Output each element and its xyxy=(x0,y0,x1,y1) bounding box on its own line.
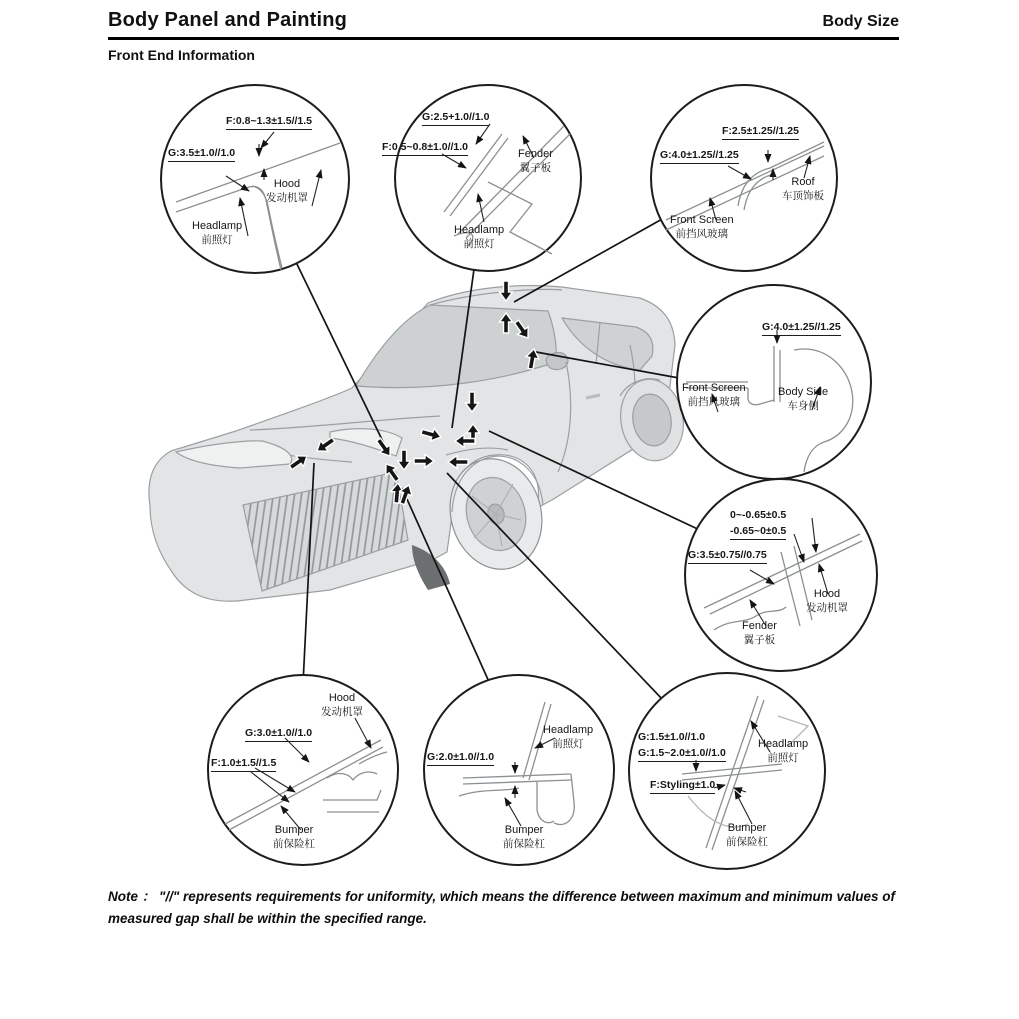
spec-label: F:0.5~0.8±1.0//1.0 xyxy=(382,142,468,156)
spec-label: -0.65~0±0.5 xyxy=(730,526,786,540)
car-body xyxy=(149,286,690,602)
part-label: Headlamp 前照灯 xyxy=(454,224,505,250)
spec-label: G:3.5±0.75//0.75 xyxy=(688,550,767,564)
part-label: Hood 发动机罩 xyxy=(266,178,308,204)
footnote: Note ： "//" represents requirements for uniformity, which means the difference between maximum and minimum values of measured gap shall be within the specified range. xyxy=(108,889,895,927)
spec-label: G:4.0±1.25//1.25 xyxy=(660,150,739,164)
callout-headlamp-bumper-styling xyxy=(628,672,826,870)
callout-hood-headlamp-side xyxy=(160,84,350,274)
callout-headlamp-bumper xyxy=(423,674,615,866)
part-label: Headlamp 前照灯 xyxy=(192,220,243,246)
part-label: Headlamp 前照灯 xyxy=(758,738,809,764)
callout-hood-bumper xyxy=(207,674,399,866)
spec-label: F:Styling±1.0 xyxy=(650,780,715,794)
part-label: Hood 发动机罩 xyxy=(321,692,363,718)
part-label: Fender 翼子板 xyxy=(518,148,553,174)
spec-label: 0~-0.65±0.5 xyxy=(730,509,787,521)
part-label: Bumper 前保险杠 xyxy=(273,824,315,850)
part-label: Bumper 前保险杠 xyxy=(726,822,768,848)
callout-detail-art xyxy=(162,86,348,272)
spec-label: G:2.5+1.0//1.0 xyxy=(422,112,489,126)
spec-label: F:1.0±1.5//1.5 xyxy=(211,758,276,772)
spec-label: G:3.5±1.0//1.0 xyxy=(168,148,235,162)
part-label: Front Screen 前挡风玻璃 xyxy=(670,214,734,240)
spec-label: G:1.5~2.0±1.0//1.0 xyxy=(638,748,726,762)
spec-label: G:3.0±1.0//1.0 xyxy=(245,728,312,742)
leader-line xyxy=(447,473,663,700)
page-reference: Body Size xyxy=(822,13,899,30)
spec-label: G:4.0±1.25//1.25 xyxy=(762,322,841,336)
page-title: Body Panel and Painting xyxy=(108,9,348,31)
spec-label: F:2.5±1.25//1.25 xyxy=(722,126,799,140)
callout-front-screen-body-side xyxy=(676,284,872,480)
spec-label: G:1.5±1.0//1.0 xyxy=(638,731,706,743)
section-title: Front End Information xyxy=(108,47,255,63)
part-label: Body Side 车身侧 xyxy=(778,386,829,412)
part-label: Roof 车顶饰板 xyxy=(782,176,824,202)
spec-label: G:2.0±1.0//1.0 xyxy=(427,752,494,766)
part-label: Bumper 前保险杠 xyxy=(503,824,545,850)
part-label: Fender 翼子板 xyxy=(742,620,777,646)
callout-front-screen-roof xyxy=(650,84,838,272)
part-label: Hood 发动机罩 xyxy=(806,588,848,614)
callout-fender-headlamp xyxy=(382,84,582,272)
part-label: Front Screen 前挡风玻璃 xyxy=(682,382,746,408)
spec-label: F:0.8~1.3±1.5//1.5 xyxy=(226,116,312,130)
part-label: Headlamp 前照灯 xyxy=(543,724,594,750)
callout-hood-fender xyxy=(684,478,878,672)
